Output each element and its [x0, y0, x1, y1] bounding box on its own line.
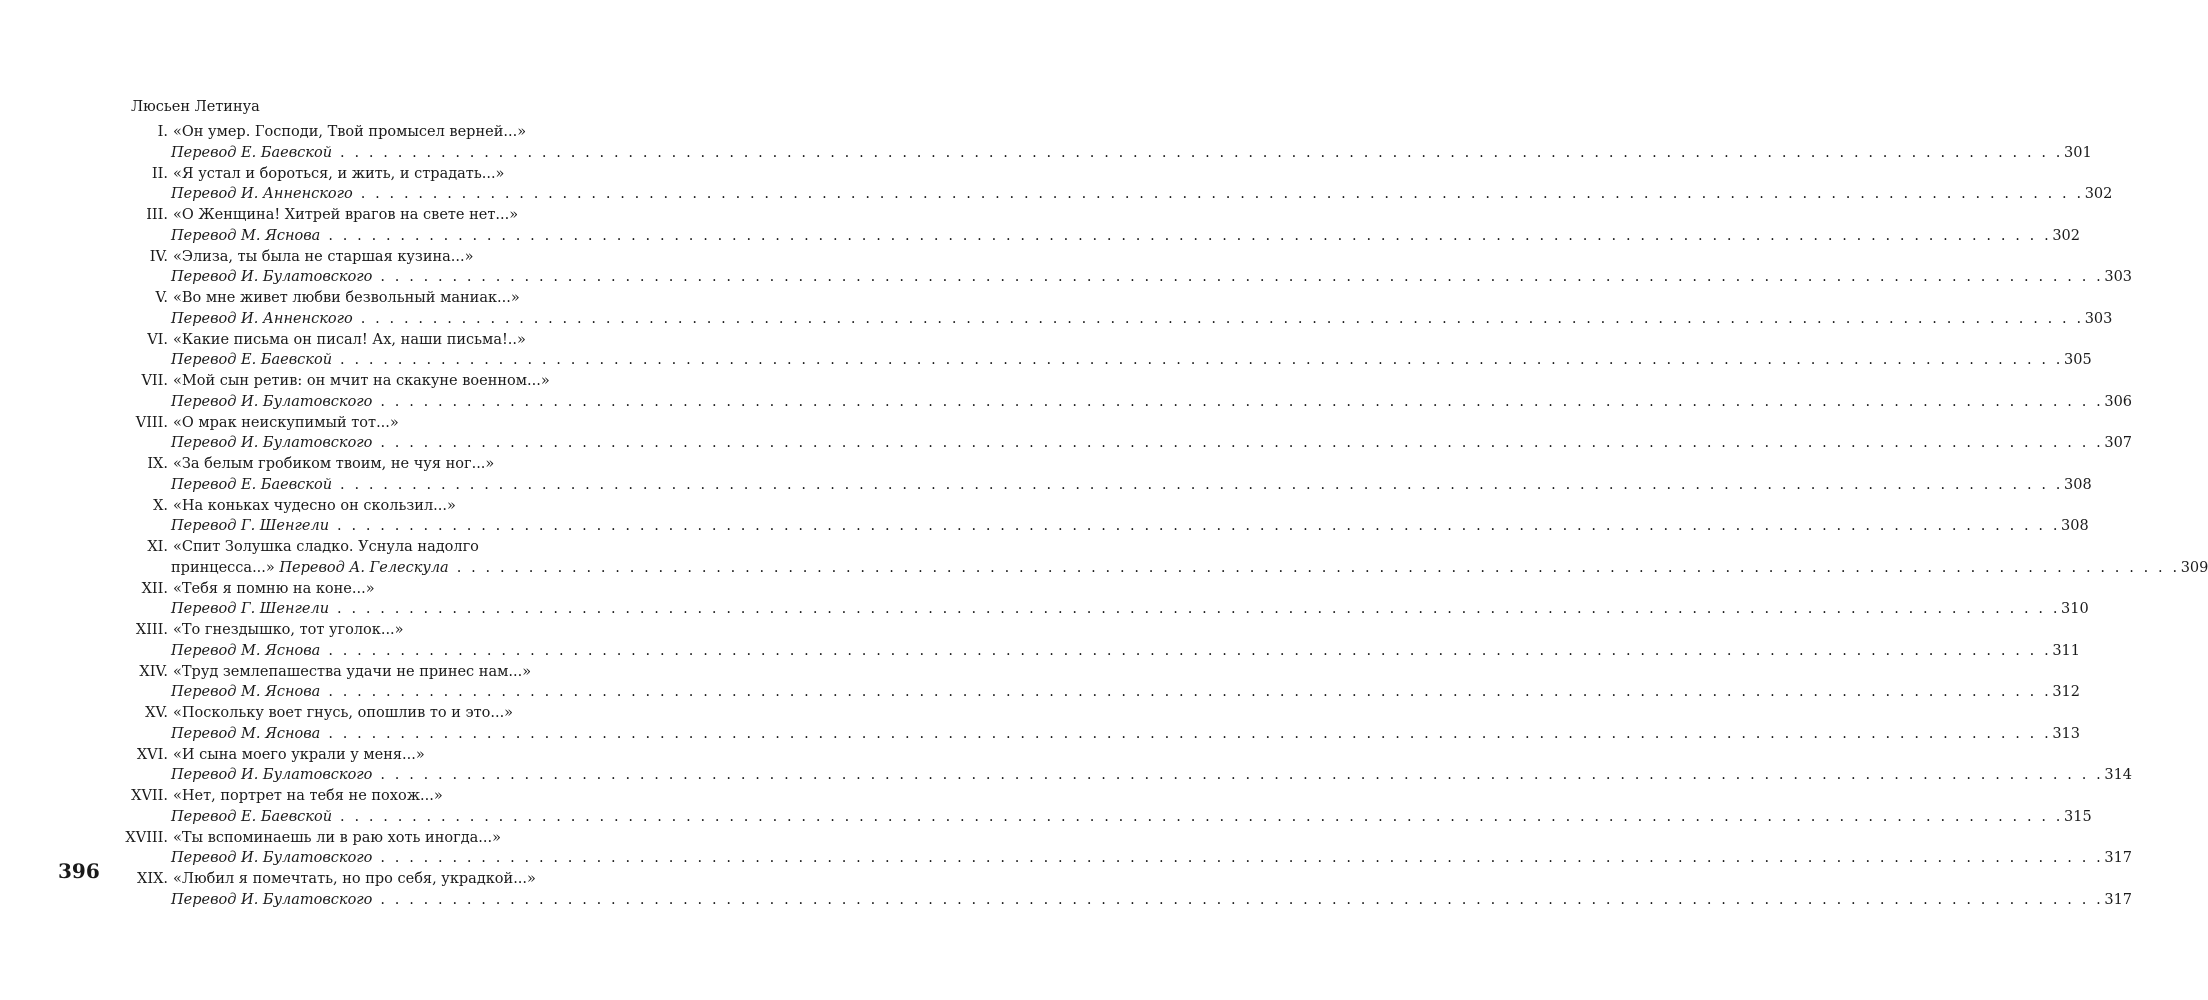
translator: Перевод Е. Баевской: [171, 477, 333, 493]
toc-entry: [0, 786, 686, 807]
dot-leader: . . . . . . . . . . . . . . . . . . . . . . . . . . . . . . . . . . . . . . . . . . . . . . . . . . . . . . . . . . . . . . . . . . . . . . . . . . . . . . . . . . . . . . . . . . . . . . . . . . . . . . . . . . . . . . . . . . . . . . . .: [337, 601, 2061, 617]
toc-entry: [0, 579, 686, 600]
entry-numeral: VII.: [141, 373, 168, 389]
entry-title: «Труд землепашества удачи не принес нам...»: [173, 664, 532, 680]
entry-title: «Поскольку воет гнусь, опошлив то и это...»: [173, 705, 514, 721]
toc-entry: [0, 330, 686, 351]
translator-group: [171, 765, 372, 786]
entry-title: «Он умер. Господи, Твой промысел верней...»: [173, 124, 527, 140]
toc-entry: [0, 371, 686, 392]
entry-numeral: XVI.: [136, 747, 168, 763]
entry-title: «Ты вспоминаешь ли в раю хоть иногда...»: [173, 830, 501, 846]
translator: Перевод И. Анненского: [171, 311, 353, 327]
translator: Перевод И. Булатовского: [171, 767, 373, 783]
entry-numeral: I.: [157, 124, 168, 140]
page-ref: 301: [2064, 145, 2092, 161]
translator: Перевод И. Булатовского: [171, 435, 373, 451]
dot-leader: . . . . . . . . . . . . . . . . . . . . . . . . . . . . . . . . . . . . . . . . . . . . . . . . . . . . . . . . . . . . . . . . . . . . . . . . . . . . . . . . . . . . . . . . . . . . . . . . . . . . . . . . . . . . . . . . . . . . . . . .: [328, 726, 2052, 742]
section-author-row: [0, 97, 686, 118]
toc-entry: [0, 662, 686, 683]
entry-title: «Во мне живет любви безвольный маниак...»: [173, 290, 520, 306]
leader-and-page: [380, 890, 2133, 911]
entry-numeral: XV.: [145, 705, 168, 721]
entry-title-continued: принцесса...»: [171, 560, 275, 576]
leader-and-page: [380, 765, 2133, 786]
dot-leader: . . . . . . . . . . . . . . . . . . . . . . . . . . . . . . . . . . . . . . . . . . . . . . . . . . . . . . . . . . . . . . . . . . . . . . . . . . . . . . . . . . . . . . . . . . . . . . . . . . . . . . . . . . . . . . . . . . . . . . . .: [380, 435, 2104, 451]
toc-entry: [0, 620, 686, 641]
entry-title: «Я устал и бороться, и жить, и страдать...»: [173, 166, 505, 182]
page-ref: 314: [2104, 767, 2133, 783]
entry-numeral: VI.: [147, 332, 168, 348]
page-ref: 315: [2064, 809, 2092, 825]
toc-entry: [0, 454, 686, 475]
translator: Перевод Г. Шенгели: [171, 601, 330, 617]
leader-and-page: [328, 682, 2080, 703]
translator: Перевод И. Булатовского: [171, 394, 373, 410]
entry-numeral: XIII.: [135, 622, 168, 638]
toc-entry-translator-row: [0, 682, 2080, 703]
dot-leader: . . . . . . . . . . . . . . . . . . . . . . . . . . . . . . . . . . . . . . . . . . . . . . . . . . . . . . . . . . . . . . . . . . . . . . . . . . . . . . . . . . . . . . . . . . . . . . . . . . . . . . . . . . . . . . . . . . . . . . . .: [380, 850, 2104, 866]
toc-entry-translator-row: [0, 143, 2092, 164]
dot-leader: . . . . . . . . . . . . . . . . . . . . . . . . . . . . . . . . . . . . . . . . . . . . . . . . . . . . . . . . . . . . . . . . . . . . . . . . . . . . . . . . . . . . . . . . . . . . . . . . . . . . . . . . . . . . . . . . . . . . . . . .: [380, 892, 2104, 908]
page-ref: 307: [2104, 435, 2133, 451]
toc-entry: [0, 496, 686, 517]
toc-entry-translator-row: [0, 558, 2208, 579]
entry-title: «То гнездышко, тот уголок...»: [173, 622, 404, 638]
dot-leader: . . . . . . . . . . . . . . . . . . . . . . . . . . . . . . . . . . . . . . . . . . . . . . . . . . . . . . . . . . . . . . . . . . . . . . . . . . . . . . . . . . . . . . . . . . . . . . . . . . . . . . . . . . . . . . . . . . . . . . . .: [340, 145, 2064, 161]
translator-group: [171, 890, 372, 911]
toc-entry-translator-row: [0, 226, 2080, 247]
toc-entry-translator-row: [0, 516, 2089, 537]
section-author: Люсьен Летинуа: [131, 99, 260, 115]
page-ref: 302: [2052, 228, 2080, 244]
toc-entry-translator-row: [0, 433, 2133, 454]
entry-numeral: IV.: [149, 249, 168, 265]
entry-numeral: V.: [155, 290, 168, 306]
translator-group: [171, 558, 449, 579]
page-ref: 312: [2052, 684, 2080, 700]
leader-and-page: [337, 516, 2089, 537]
entry-numeral: XIX.: [137, 871, 168, 887]
leader-and-page: [340, 350, 2092, 371]
toc-entry: [0, 122, 686, 143]
dot-leader: . . . . . . . . . . . . . . . . . . . . . . . . . . . . . . . . . . . . . . . . . . . . . . . . . . . . . . . . . . . . . . . . . . . . . . . . . . . . . . . . . . . . . . . . . . . . . . . . . . . . . . . . . . . . . . . . . . . . . . . .: [340, 809, 2064, 825]
toc-entry-translator-row: [0, 309, 2113, 330]
dot-leader: . . . . . . . . . . . . . . . . . . . . . . . . . . . . . . . . . . . . . . . . . . . . . . . . . . . . . . . . . . . . . . . . . . . . . . . . . . . . . . . . . . . . . . . . . . . . . . . . . . . . . . . . . . . . . . . . . . . . . . . .: [328, 684, 2052, 700]
leader-and-page: [328, 641, 2080, 662]
dot-leader: . . . . . . . . . . . . . . . . . . . . . . . . . . . . . . . . . . . . . . . . . . . . . . . . . . . . . . . . . . . . . . . . . . . . . . . . . . . . . . . . . . . . . . . . . . . . . . . . . . . . . . . . . . . . . . . . . . . . . . . .: [360, 186, 2084, 202]
dot-leader: . . . . . . . . . . . . . . . . . . . . . . . . . . . . . . . . . . . . . . . . . . . . . . . . . . . . . . . . . . . . . . . . . . . . . . . . . . . . . . . . . . . . . . . . . . . . . . . . . . . . . . . . . . . . . . . . . . . . . . . .: [380, 394, 2104, 410]
leader-and-page: [340, 143, 2092, 164]
dot-leader: . . . . . . . . . . . . . . . . . . . . . . . . . . . . . . . . . . . . . . . . . . . . . . . . . . . . . . . . . . . . . . . . . . . . . . . . . . . . . . . . . . . . . . . . . . . . . . . . . . . . . . . . . . . . . . . . . . . . . . . .: [380, 767, 2104, 783]
translator: Перевод М. Яснова: [171, 684, 321, 700]
translator: Перевод И. Анненского: [171, 186, 353, 202]
leader-and-page: [380, 848, 2133, 869]
entry-title: «О мрак неискупимый тот...»: [173, 415, 399, 431]
toc-entry-translator-row: [0, 641, 2080, 662]
translator: Перевод Е. Баевской: [171, 352, 333, 368]
page-ref: 311: [2052, 643, 2080, 659]
toc-entry: [0, 247, 686, 268]
page-ref: 302: [2084, 186, 2113, 202]
translator-group: [171, 475, 332, 496]
dot-leader: . . . . . . . . . . . . . . . . . . . . . . . . . . . . . . . . . . . . . . . . . . . . . . . . . . . . . . . . . . . . . . . . . . . . . . . . . . . . . . . . . . . . . . . . . . . . . . . . . . . . . . . . . . . . . . . . . . . . . . . .: [380, 269, 2104, 285]
toc-entry-translator-row: [0, 765, 2133, 786]
translator: Перевод Е. Баевской: [171, 809, 333, 825]
toc-entry: [0, 745, 686, 766]
entry-title: «Любил я помечтать, но про себя, украдкой...»: [173, 871, 536, 887]
translator: Перевод И. Булатовского: [171, 269, 373, 285]
dot-leader: . . . . . . . . . . . . . . . . . . . . . . . . . . . . . . . . . . . . . . . . . . . . . . . . . . . . . . . . . . . . . . . . . . . . . . . . . . . . . . . . . . . . . . . . . . . . . . . . . . . . . . . . . . . . . . . . . . . . . . . .: [456, 560, 2180, 576]
translator: Перевод Е. Баевской: [171, 145, 333, 161]
toc-entry-translator-row: [0, 807, 2092, 828]
dot-leader: . . . . . . . . . . . . . . . . . . . . . . . . . . . . . . . . . . . . . . . . . . . . . . . . . . . . . . . . . . . . . . . . . . . . . . . . . . . . . . . . . . . . . . . . . . . . . . . . . . . . . . . . . . . . . . . . . . . . . . . .: [340, 477, 2064, 493]
translator-group: [171, 309, 353, 330]
entry-numeral: XVII.: [131, 788, 168, 804]
entry-numeral: III.: [146, 207, 168, 223]
toc-entry-translator-row: [0, 890, 2133, 911]
toc-entry: [0, 537, 686, 558]
toc-entry-translator-row: [0, 475, 2092, 496]
leader-and-page: [337, 599, 2089, 620]
entry-title: «Элиза, ты была не старшая кузина...»: [173, 249, 474, 265]
page-ref: 303: [2104, 269, 2133, 285]
entry-numeral: II.: [151, 166, 168, 182]
entry-title: «За белым гробиком твоим, не чуя ног...»: [173, 456, 495, 472]
page-ref: 313: [2052, 726, 2080, 742]
translator: Перевод Г. Шенгели: [171, 518, 330, 534]
entry-numeral: XIV.: [139, 664, 168, 680]
entry-numeral: VIII.: [135, 415, 168, 431]
leader-and-page: [340, 807, 2092, 828]
entry-numeral: X.: [153, 498, 168, 514]
translator: Перевод И. Булатовского: [171, 892, 373, 908]
entry-numeral: XII.: [141, 581, 168, 597]
leader-and-page: [328, 226, 2080, 247]
leader-and-page: [380, 392, 2133, 413]
translator-group: [171, 724, 320, 745]
dot-leader: . . . . . . . . . . . . . . . . . . . . . . . . . . . . . . . . . . . . . . . . . . . . . . . . . . . . . . . . . . . . . . . . . . . . . . . . . . . . . . . . . . . . . . . . . . . . . . . . . . . . . . . . . . . . . . . . . . . . . . . .: [360, 311, 2084, 327]
dot-leader: . . . . . . . . . . . . . . . . . . . . . . . . . . . . . . . . . . . . . . . . . . . . . . . . . . . . . . . . . . . . . . . . . . . . . . . . . . . . . . . . . . . . . . . . . . . . . . . . . . . . . . . . . . . . . . . . . . . . . . . .: [328, 643, 2052, 659]
translator: Перевод А. Гелескула: [279, 560, 449, 576]
toc-entry: [0, 288, 686, 309]
translator-group: [171, 433, 372, 454]
leader-and-page: [328, 724, 2080, 745]
entry-title: «Спит Золушка сладко. Уснула надолго: [173, 539, 479, 555]
translator-group: [171, 516, 329, 537]
translator: Перевод И. Булатовского: [171, 850, 373, 866]
toc-entry-translator-row: [0, 724, 2080, 745]
page-ref: 317: [2104, 850, 2133, 866]
leader-and-page: [380, 267, 2133, 288]
leader-and-page: [360, 184, 2113, 205]
translator: Перевод М. Яснова: [171, 228, 321, 244]
leader-and-page: [380, 433, 2133, 454]
page-ref: 306: [2104, 394, 2133, 410]
translator-group: [171, 807, 332, 828]
leader-and-page: [456, 558, 2208, 579]
page-ref: 308: [2061, 518, 2089, 534]
entry-title: «И сына моего украли у меня...»: [173, 747, 425, 763]
leader-and-page: [340, 475, 2092, 496]
entry-numeral: IX.: [147, 456, 168, 472]
toc-entry-translator-row: [0, 184, 2113, 205]
translator-group: [171, 350, 332, 371]
entry-numeral: XVIII.: [125, 830, 168, 846]
toc-entry-translator-row: [0, 350, 2092, 371]
entry-title: «Какие письма он писал! Ах, наши письма!..»: [173, 332, 526, 348]
entry-title: «На коньках чудесно он скользил...»: [173, 498, 456, 514]
page-number: 396: [58, 859, 100, 883]
dot-leader: . . . . . . . . . . . . . . . . . . . . . . . . . . . . . . . . . . . . . . . . . . . . . . . . . . . . . . . . . . . . . . . . . . . . . . . . . . . . . . . . . . . . . . . . . . . . . . . . . . . . . . . . . . . . . . . . . . . . . . . .: [328, 228, 2052, 244]
leader-and-page: [360, 309, 2113, 330]
page-ref: 310: [2061, 601, 2089, 617]
page-ref: 305: [2064, 352, 2092, 368]
toc-entry: [0, 828, 686, 849]
entry-title: «О Женщина! Хитрей врагов на свете нет...»: [173, 207, 519, 223]
page-ref: 303: [2084, 311, 2113, 327]
toc-entry: [0, 703, 686, 724]
translator-group: [171, 267, 372, 288]
toc-entry-translator-row: [0, 267, 2133, 288]
entry-title: «Нет, портрет на тебя не похож...»: [173, 788, 443, 804]
translator-group: [171, 143, 332, 164]
toc-entry-translator-row: [0, 392, 2133, 413]
toc-entry: [0, 164, 686, 185]
page-ref: 308: [2064, 477, 2092, 493]
translator-group: [171, 184, 353, 205]
translator-group: [171, 848, 372, 869]
toc-entry-translator-row: [0, 599, 2089, 620]
entry-title: «Тебя я помню на коне...»: [173, 581, 375, 597]
translator: Перевод М. Яснова: [171, 643, 321, 659]
entry-title: «Мой сын ретив: он мчит на скакуне военном...»: [173, 373, 550, 389]
translator-group: [171, 392, 372, 413]
dot-leader: . . . . . . . . . . . . . . . . . . . . . . . . . . . . . . . . . . . . . . . . . . . . . . . . . . . . . . . . . . . . . . . . . . . . . . . . . . . . . . . . . . . . . . . . . . . . . . . . . . . . . . . . . . . . . . . . . . . . . . . .: [340, 352, 2064, 368]
translator-group: [171, 226, 320, 247]
translator-group: [171, 682, 320, 703]
toc-entry: [0, 413, 686, 434]
translator-group: [171, 641, 320, 662]
page-ref: 317: [2104, 892, 2133, 908]
translator: Перевод М. Яснова: [171, 726, 321, 742]
entry-numeral: XI.: [147, 539, 168, 555]
toc-entry: [0, 205, 686, 226]
translator-group: [171, 599, 329, 620]
page-ref: 309: [2180, 560, 2208, 576]
dot-leader: . . . . . . . . . . . . . . . . . . . . . . . . . . . . . . . . . . . . . . . . . . . . . . . . . . . . . . . . . . . . . . . . . . . . . . . . . . . . . . . . . . . . . . . . . . . . . . . . . . . . . . . . . . . . . . . . . . . . . . . .: [337, 518, 2061, 534]
